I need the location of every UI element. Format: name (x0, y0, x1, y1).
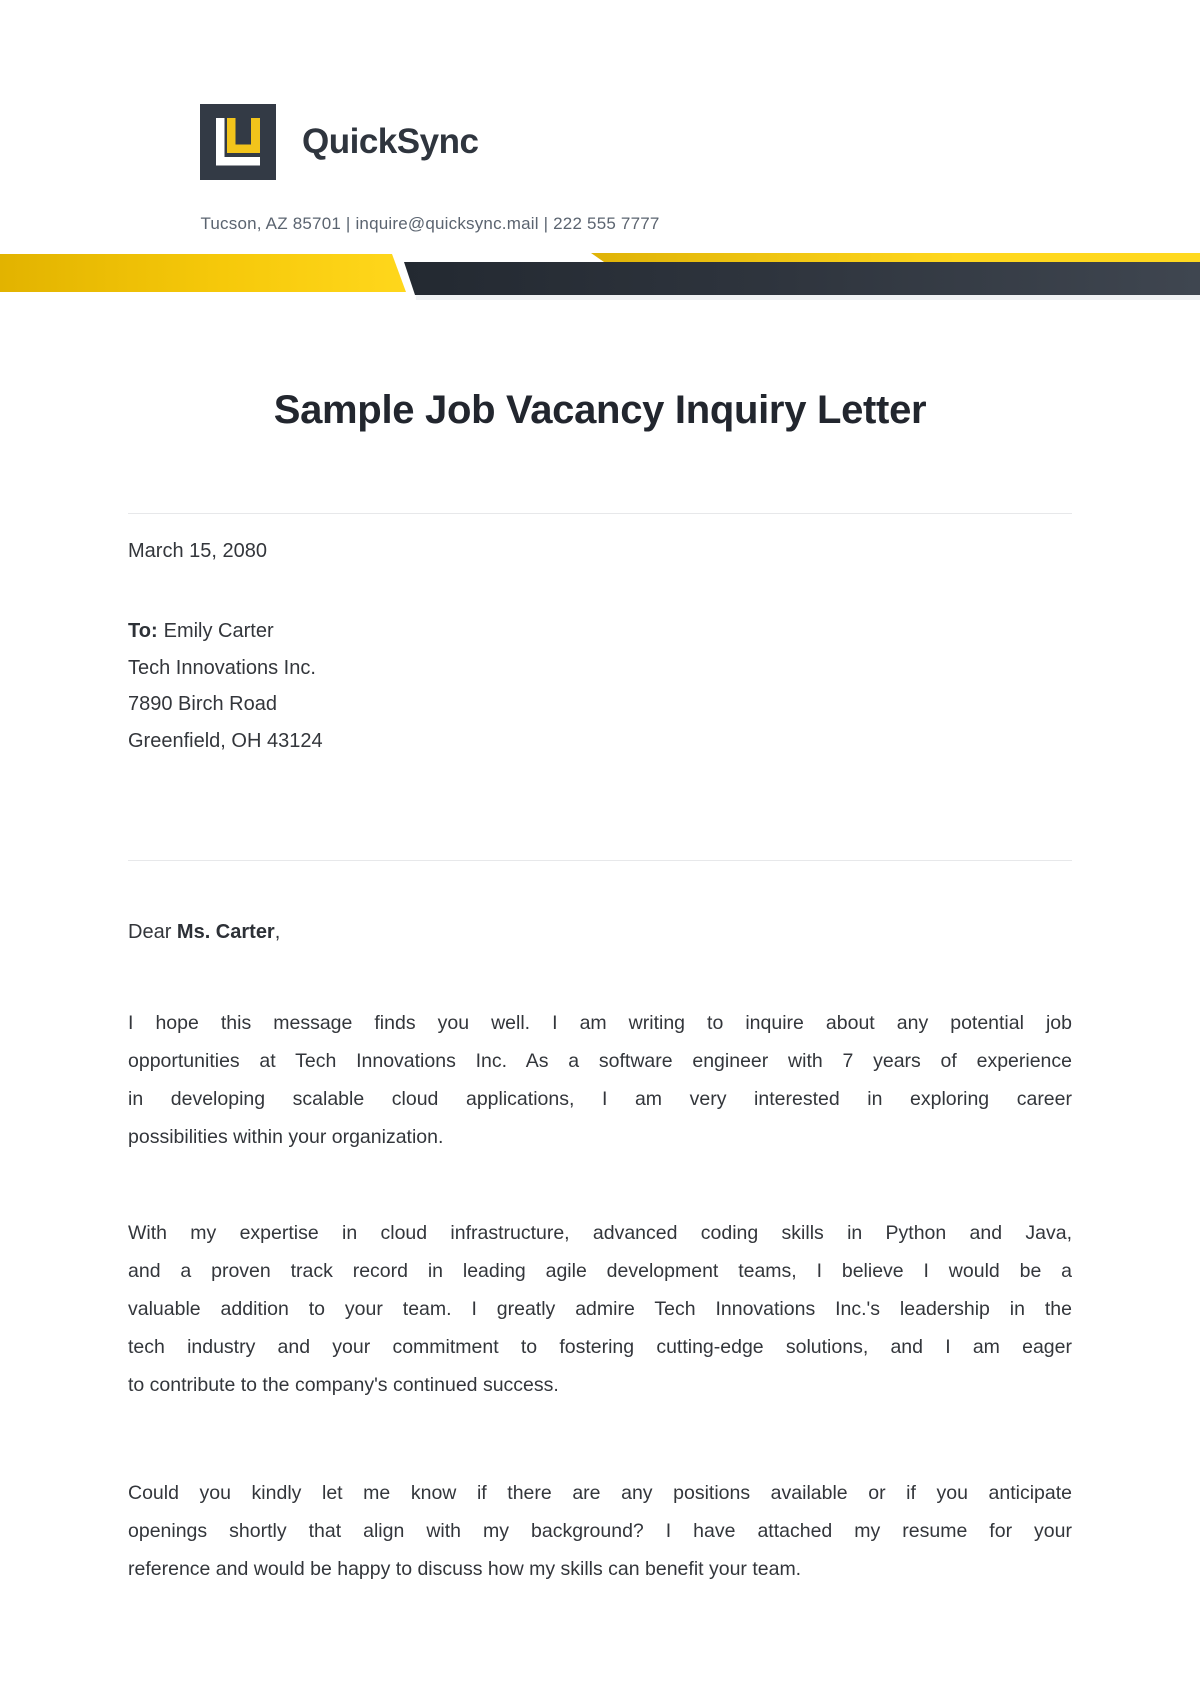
paragraph-line: in developing scalable cloud applications, I am very interested in exploring career (128, 1088, 1072, 1110)
recipient-address-line1: 7890 Birch Road (128, 693, 277, 715)
paragraph-line: possibilities within your organization. (128, 1126, 444, 1148)
paragraph (128, 1214, 1072, 1404)
paragraph (128, 1474, 1072, 1588)
salutation-name: Ms. Carter (176, 921, 275, 943)
salutation-suffix: , (274, 921, 281, 943)
salutation-prefix: Dear (128, 921, 177, 943)
divider (128, 513, 1072, 514)
brand-row (200, 104, 1200, 180)
recipient-company: Tech Innovations Inc. (128, 656, 316, 679)
paragraph-line: tech industry and your commitment to fostering cutting-edge solutions, and I am eager (128, 1336, 1072, 1358)
recipient-address-line2: Greenfield, OH 43124 (128, 729, 323, 752)
band-shadow-strip (416, 295, 1200, 300)
paragraph-line: to contribute to the company's continued success. (128, 1374, 559, 1396)
recipient-label: To: (128, 620, 158, 642)
contact-row (0, 214, 860, 234)
paragraph-line: and a proven track record in leading agile development teams, I believe I would be a (128, 1260, 1072, 1282)
paragraph-line: I hope this message finds you well. I am writing to inquire about any potential job (128, 1012, 1072, 1034)
brand-name: QuickSync (302, 122, 479, 161)
band-dark-shape (404, 262, 1200, 295)
letterhead (0, 0, 1200, 234)
band-yellow-right-strip (591, 253, 1200, 262)
paragraph-line: opportunities at Tech Innovations Inc. As a software engineer with 7 years of experience (128, 1050, 1072, 1072)
letter-content (0, 388, 1200, 1588)
recipient-block (128, 613, 1072, 759)
recipient-name: Emily Carter (163, 620, 274, 642)
paragraph-line: Could you kindly let me know if there are any positions available or if you anticipate (128, 1482, 1072, 1504)
paragraph-line: With my expertise in cloud infrastructure, advanced coding skills in Python and Java, (128, 1222, 1072, 1244)
paragraph-line: openings shortly that align with my background? I have attached my resume for your (128, 1520, 1072, 1542)
paragraph-line: valuable addition to your team. I greatly admire Tech Innovations Inc.'s leadership in the (128, 1298, 1072, 1320)
page-title: Sample Job Vacancy Inquiry Letter (273, 388, 927, 432)
salutation (128, 918, 1072, 946)
decorative-band (0, 252, 1200, 300)
paragraph (128, 1004, 1072, 1156)
contact-line: Tucson, AZ 85701 | inquire@quicksync.mail | 222 555 7777 (200, 214, 660, 233)
band-yellow-left-shape (0, 254, 406, 292)
paragraph-line: reference and would be happy to discuss how my skills can benefit your team. (128, 1558, 802, 1580)
divider (128, 860, 1072, 861)
letter-date: March 15, 2080 (128, 540, 267, 562)
quicksync-logo-icon (200, 104, 276, 180)
recipient-name-line (128, 613, 1072, 650)
